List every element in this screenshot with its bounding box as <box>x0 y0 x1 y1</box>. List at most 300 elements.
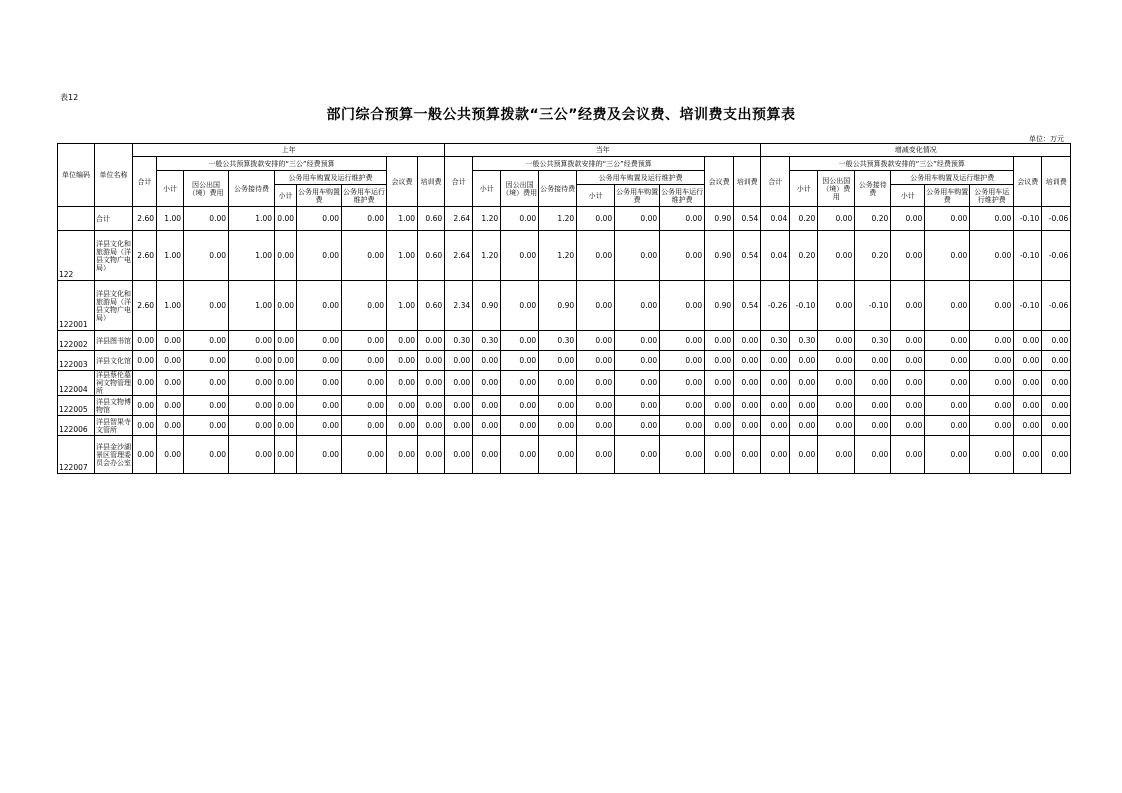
cell-value: 0.00 <box>818 396 855 416</box>
cell-value: 0.54 <box>734 231 761 281</box>
cell-value: 0.00 <box>539 371 577 396</box>
cell-value: 0.00 <box>734 371 761 396</box>
cell-value: -0.10 <box>1014 207 1042 231</box>
cell-value: 0.00 <box>184 207 229 231</box>
cell-value: 0.00 <box>297 351 342 371</box>
cell-value: 0.00 <box>660 396 705 416</box>
cell-value: 0.00 <box>501 396 539 416</box>
cell-unit-code: 122 <box>58 231 95 281</box>
header-subtotal: 小计 <box>473 171 501 207</box>
cell-value: 0.00 <box>1042 371 1071 396</box>
cell-value: 0.00 <box>184 371 229 396</box>
cell-value: 0.00 <box>891 281 925 331</box>
cell-value: 0.00 <box>734 396 761 416</box>
table-row <box>58 371 1071 396</box>
cell-value: 0.00 <box>157 371 184 396</box>
cell-value: 0.00 <box>342 331 387 351</box>
cell-value: 0.00 <box>342 231 387 281</box>
cell-value: 0.00 <box>342 371 387 396</box>
cell-value: 0.00 <box>418 371 445 396</box>
cell-value: 0.00 <box>925 416 970 436</box>
cell-value: 0.00 <box>501 351 539 371</box>
cell-value: 0.00 <box>473 436 501 474</box>
cell-value: 0.00 <box>133 351 157 371</box>
cell-value: 0.00 <box>297 231 342 281</box>
header-veh-maint: 公务用车运行维护费 <box>342 185 387 207</box>
cell-value: 0.00 <box>1014 331 1042 351</box>
header-code: 单位编码 <box>58 144 95 207</box>
cell-value: 0.00 <box>387 416 418 436</box>
cell-value: 0.00 <box>970 416 1014 436</box>
cell-value: 0.00 <box>818 416 855 436</box>
cell-value: 0.00 <box>660 207 705 231</box>
cell-value: 0.00 <box>855 436 891 474</box>
cell-value: 0.90 <box>705 207 734 231</box>
cell-value: 0.00 <box>445 351 473 371</box>
cell-value: 0.00 <box>577 331 615 351</box>
cell-value: 0.00 <box>970 231 1014 281</box>
cell-value: 0.00 <box>855 396 891 416</box>
cell-value: 0.00 <box>705 396 734 416</box>
cell-value: 0.00 <box>761 351 790 371</box>
cell-value: 0.00 <box>1014 416 1042 436</box>
cell-value: 2.64 <box>445 207 473 231</box>
table-row <box>58 396 1071 416</box>
header-abroad: 因公出国（境）费用 <box>501 171 539 207</box>
cell-value: 0.00 <box>1042 416 1071 436</box>
cell-unit-name: 洋县文化和旅游局（洋县文物广电局） <box>95 281 133 331</box>
header-veh-maint: 公务用车运行维护费 <box>970 185 1014 207</box>
cell-value: 0.00 <box>297 331 342 351</box>
cell-value: 0.00 <box>761 436 790 474</box>
cell-value: 0.00 <box>1042 331 1071 351</box>
cell-value: 0.00 <box>275 436 297 474</box>
cell-value: 1.20 <box>539 231 577 281</box>
cell-value: 0.00 <box>275 231 297 281</box>
cell-value: 0.00 <box>418 331 445 351</box>
cell-value: 0.00 <box>855 371 891 396</box>
table-row <box>58 331 1071 351</box>
cell-value: 0.00 <box>705 331 734 351</box>
cell-value: 0.00 <box>1014 396 1042 416</box>
cell-value: 1.20 <box>473 207 501 231</box>
cell-value: 0.00 <box>184 436 229 474</box>
cell-value: 0.20 <box>855 207 891 231</box>
header-curr-year: 当年 <box>445 144 761 157</box>
cell-value: 0.00 <box>734 351 761 371</box>
header-change: 增减变化情况 <box>761 144 1071 157</box>
cell-value: 0.00 <box>157 396 184 416</box>
header-meeting: 会议费 <box>1014 157 1042 207</box>
cell-value: 0.04 <box>761 231 790 281</box>
cell-value: 0.00 <box>660 436 705 474</box>
header-total: 合计 <box>133 157 157 207</box>
cell-unit-name: 合计 <box>95 207 133 231</box>
header-abroad: 因公出国（境）费用 <box>818 171 855 207</box>
cell-value: 0.00 <box>925 207 970 231</box>
cell-value: 0.00 <box>891 396 925 416</box>
cell-value: 2.34 <box>445 281 473 331</box>
cell-value: 0.00 <box>501 436 539 474</box>
cell-value: 1.00 <box>387 231 418 281</box>
cell-value: 0.00 <box>925 331 970 351</box>
cell-value: 0.00 <box>133 436 157 474</box>
cell-value: 0.00 <box>157 331 184 351</box>
cell-value: 0.00 <box>1042 436 1071 474</box>
cell-value: 2.64 <box>445 231 473 281</box>
cell-value: 0.30 <box>761 331 790 351</box>
cell-value: 0.60 <box>418 231 445 281</box>
cell-value: 0.00 <box>539 436 577 474</box>
cell-value: 0.00 <box>855 351 891 371</box>
cell-value: 0.00 <box>891 371 925 396</box>
cell-unit-name: 洋县图书馆 <box>95 331 133 351</box>
cell-value: 0.00 <box>275 351 297 371</box>
cell-value: 1.00 <box>157 231 184 281</box>
header-abroad: 因公出国（境）费用 <box>184 171 229 207</box>
cell-value: 0.00 <box>660 331 705 351</box>
cell-value: 0.00 <box>387 371 418 396</box>
cell-value: 0.00 <box>970 371 1014 396</box>
cell-value: 0.00 <box>818 331 855 351</box>
cell-value: 2.60 <box>133 231 157 281</box>
cell-value: 0.54 <box>734 281 761 331</box>
budget-table <box>57 143 1071 474</box>
cell-value: 0.00 <box>818 436 855 474</box>
cell-value: 0.00 <box>970 436 1014 474</box>
cell-value: 0.00 <box>342 351 387 371</box>
cell-unit-code: 122006 <box>58 416 95 436</box>
cell-value: 0.00 <box>818 231 855 281</box>
cell-value: 0.00 <box>970 331 1014 351</box>
cell-value: 0.00 <box>229 436 275 474</box>
cell-value: 0.00 <box>705 371 734 396</box>
cell-value: 0.00 <box>818 371 855 396</box>
header-sangong-group: 一般公共预算拨款安排的“三公”经费预算 <box>157 157 387 171</box>
cell-value: 0.00 <box>229 331 275 351</box>
cell-value: 0.00 <box>387 331 418 351</box>
header-veh-purchase: 公务用车购置费 <box>925 185 970 207</box>
cell-value: 1.00 <box>229 207 275 231</box>
header-veh-maint: 公务用车运行维护费 <box>660 185 705 207</box>
cell-value: 0.00 <box>445 396 473 416</box>
cell-value: 1.00 <box>387 281 418 331</box>
cell-value: -0.06 <box>1042 231 1071 281</box>
table-number: 表12 <box>60 93 79 102</box>
cell-unit-name: 洋县金沙湖景区管理委员会办公室 <box>95 436 133 474</box>
cell-unit-code: 122001 <box>58 281 95 331</box>
cell-value: 0.00 <box>184 416 229 436</box>
cell-value: 0.00 <box>275 331 297 351</box>
cell-value: 0.30 <box>473 331 501 351</box>
cell-value: 0.00 <box>790 351 818 371</box>
cell-value: 0.00 <box>577 371 615 396</box>
cell-unit-code: 122005 <box>58 396 95 416</box>
cell-value: 2.60 <box>133 207 157 231</box>
cell-value: 0.00 <box>473 396 501 416</box>
cell-value: 0.00 <box>473 351 501 371</box>
cell-unit-name: 洋县蔡伦墓祠文物管理所 <box>96 371 131 395</box>
cell-value: 1.00 <box>157 207 184 231</box>
cell-value: 0.00 <box>615 331 660 351</box>
cell-value: 0.00 <box>891 416 925 436</box>
cell-value: 0.00 <box>615 436 660 474</box>
cell-value: -0.10 <box>855 281 891 331</box>
cell-value: 0.00 <box>501 371 539 396</box>
cell-value: 0.00 <box>925 371 970 396</box>
cell-value: 0.00 <box>501 207 539 231</box>
cell-value: 0.00 <box>761 396 790 416</box>
cell-value: 0.00 <box>387 351 418 371</box>
cell-value: 0.00 <box>615 371 660 396</box>
cell-unit-name: 洋县智果寺文管所 <box>96 417 131 434</box>
cell-value: 0.60 <box>418 207 445 231</box>
cell-value: 0.00 <box>418 396 445 416</box>
header-total: 合计 <box>445 157 473 207</box>
header-veh-subtotal: 小计 <box>275 185 297 207</box>
cell-value: 0.00 <box>157 436 184 474</box>
page-title: 部门综合预算一般公共预算拨款“三公”经费及会议费、培训费支出预算表 <box>326 107 796 123</box>
cell-value: 0.00 <box>705 351 734 371</box>
cell-value: 0.00 <box>615 231 660 281</box>
table-row <box>58 207 1071 231</box>
header-vehicle-group: 公务用车购置及运行维护费 <box>275 171 387 185</box>
cell-value: 0.00 <box>297 281 342 331</box>
cell-value: 0.90 <box>705 281 734 331</box>
cell-value: 0.00 <box>473 371 501 396</box>
cell-value: 0.30 <box>445 331 473 351</box>
cell-value: 0.30 <box>855 331 891 351</box>
header-sangong-group: 一般公共预算拨款安排的“三公”经费预算 <box>473 157 705 171</box>
cell-value: 2.60 <box>133 281 157 331</box>
header-reception: 公务接待费 <box>229 171 275 207</box>
cell-unit-code: 122002 <box>58 331 95 351</box>
cell-value: 0.00 <box>790 371 818 396</box>
cell-unit-code: 122004 <box>58 371 95 396</box>
cell-value: 0.00 <box>891 231 925 281</box>
cell-value: 0.00 <box>157 416 184 436</box>
cell-value: 0.00 <box>275 416 297 436</box>
cell-value: 1.00 <box>229 281 275 331</box>
cell-value: 0.00 <box>615 351 660 371</box>
cell-unit-name: 洋县文化馆 <box>95 351 133 371</box>
cell-value: 0.00 <box>387 396 418 416</box>
cell-value: 0.00 <box>297 416 342 436</box>
cell-unit-name: 洋县文物博物馆 <box>96 397 131 414</box>
table-row <box>58 436 1071 474</box>
header-veh-subtotal: 小计 <box>891 185 925 207</box>
cell-value: 0.00 <box>734 331 761 351</box>
cell-value: 0.00 <box>615 207 660 231</box>
cell-value: 0.04 <box>761 207 790 231</box>
cell-value: 0.30 <box>539 331 577 351</box>
header-training: 培训费 <box>734 157 761 207</box>
cell-value: 0.00 <box>133 416 157 436</box>
cell-value: 0.00 <box>790 416 818 436</box>
cell-value: 0.00 <box>184 396 229 416</box>
cell-value: 0.90 <box>539 281 577 331</box>
cell-value: 0.00 <box>1042 396 1071 416</box>
header-meeting: 会议费 <box>705 157 734 207</box>
cell-value: 0.00 <box>297 371 342 396</box>
cell-value: 0.00 <box>818 351 855 371</box>
cell-value: 0.00 <box>501 331 539 351</box>
cell-value: 1.00 <box>387 207 418 231</box>
header-sangong-group: 一般公共预算拨款安排的“三公”经费预算 <box>790 157 1014 171</box>
header-meeting: 会议费 <box>387 157 418 207</box>
header-prev-year: 上年 <box>133 144 445 157</box>
cell-value: 0.00 <box>577 436 615 474</box>
cell-value: 1.00 <box>229 231 275 281</box>
cell-unit-code: 122003 <box>58 351 95 371</box>
cell-value: 0.00 <box>577 416 615 436</box>
cell-value: 0.00 <box>705 436 734 474</box>
cell-value: 0.00 <box>297 207 342 231</box>
cell-value: 0.00 <box>275 207 297 231</box>
cell-value: 0.00 <box>925 231 970 281</box>
table-row <box>58 351 1071 371</box>
header-veh-subtotal: 小计 <box>577 185 615 207</box>
cell-value: 0.00 <box>615 281 660 331</box>
cell-value: 0.00 <box>577 281 615 331</box>
cell-value: 0.00 <box>184 231 229 281</box>
cell-value: 0.00 <box>501 281 539 331</box>
cell-value: 0.90 <box>473 281 501 331</box>
cell-value: 0.00 <box>660 231 705 281</box>
header-training: 培训费 <box>418 157 445 207</box>
cell-value: 0.00 <box>133 331 157 351</box>
cell-value: 0.00 <box>133 396 157 416</box>
cell-value: 0.00 <box>1014 436 1042 474</box>
cell-value: 0.00 <box>891 351 925 371</box>
table-row <box>58 231 1071 281</box>
cell-value: 0.00 <box>539 416 577 436</box>
header-veh-purchase: 公务用车购置费 <box>615 185 660 207</box>
cell-value: 0.00 <box>229 351 275 371</box>
cell-value: 0.90 <box>705 231 734 281</box>
header-reception: 公务接待费 <box>539 171 577 207</box>
cell-value: 0.00 <box>229 396 275 416</box>
cell-value: 0.00 <box>855 416 891 436</box>
header-veh-purchase: 公务用车购置费 <box>297 185 342 207</box>
cell-value: 0.00 <box>539 351 577 371</box>
header-subtotal: 小计 <box>790 171 818 207</box>
cell-value: 0.00 <box>297 396 342 416</box>
header-name: 单位名称 <box>95 144 133 207</box>
cell-value: 0.00 <box>501 231 539 281</box>
header-subtotal: 小计 <box>157 171 184 207</box>
cell-value: 0.00 <box>229 371 275 396</box>
cell-value: 1.20 <box>539 207 577 231</box>
cell-value: 0.00 <box>761 416 790 436</box>
cell-value: 0.00 <box>445 416 473 436</box>
cell-value: 0.00 <box>970 207 1014 231</box>
cell-value: 0.00 <box>275 281 297 331</box>
table-body <box>58 207 1071 474</box>
cell-value: 0.00 <box>1014 371 1042 396</box>
cell-value: 0.00 <box>418 436 445 474</box>
cell-value: 0.30 <box>790 331 818 351</box>
cell-value: 0.00 <box>342 396 387 416</box>
cell-value: 0.00 <box>734 436 761 474</box>
header-vehicle-group: 公务用车购置及运行维护费 <box>891 171 1014 185</box>
cell-value: 0.00 <box>1014 351 1042 371</box>
cell-value: 0.00 <box>387 436 418 474</box>
cell-value: 0.54 <box>734 207 761 231</box>
table-row <box>58 416 1071 436</box>
cell-value: 0.00 <box>445 371 473 396</box>
cell-value: 0.00 <box>891 436 925 474</box>
cell-value: 0.00 <box>615 416 660 436</box>
cell-value: 0.00 <box>660 351 705 371</box>
cell-value: 0.00 <box>157 351 184 371</box>
cell-value: -0.10 <box>1014 281 1042 331</box>
cell-value: 0.00 <box>539 396 577 416</box>
cell-value: 0.00 <box>734 416 761 436</box>
cell-value: 0.00 <box>297 436 342 474</box>
cell-unit-code <box>58 207 95 231</box>
unit-label: 单位：万元 <box>1029 135 1064 143</box>
cell-value: 0.00 <box>925 351 970 371</box>
cell-value: 0.00 <box>925 436 970 474</box>
cell-value: 0.00 <box>818 281 855 331</box>
cell-value: -0.10 <box>1014 231 1042 281</box>
cell-value: 0.00 <box>184 331 229 351</box>
cell-value: 0.00 <box>1042 351 1071 371</box>
header-vehicle-group: 公务用车购置及运行维护费 <box>577 171 705 185</box>
cell-value: 0.00 <box>660 281 705 331</box>
cell-value: 0.00 <box>577 396 615 416</box>
cell-value: 0.00 <box>925 396 970 416</box>
cell-value: 0.00 <box>229 416 275 436</box>
cell-value: 0.00 <box>891 207 925 231</box>
cell-value: 0.00 <box>705 416 734 436</box>
cell-unit-name: 洋县文化和旅游局（洋县文物广电局） <box>95 231 133 281</box>
cell-value: 0.00 <box>275 371 297 396</box>
cell-value: 1.20 <box>473 231 501 281</box>
cell-value: 0.00 <box>342 207 387 231</box>
cell-value: 0.00 <box>184 281 229 331</box>
cell-value: -0.10 <box>790 281 818 331</box>
cell-value: 0.00 <box>133 371 157 396</box>
cell-value: 1.00 <box>157 281 184 331</box>
cell-value: 0.00 <box>790 396 818 416</box>
cell-value: 0.00 <box>970 396 1014 416</box>
cell-value: 0.00 <box>970 351 1014 371</box>
header-total: 合计 <box>761 157 790 207</box>
cell-value: 0.00 <box>342 416 387 436</box>
cell-value: 0.00 <box>473 416 501 436</box>
cell-value: 0.00 <box>577 231 615 281</box>
cell-value: 0.00 <box>660 371 705 396</box>
cell-value: 0.00 <box>418 351 445 371</box>
cell-value: 0.00 <box>418 416 445 436</box>
cell-unit-code: 122007 <box>58 436 95 474</box>
cell-value: 0.00 <box>891 331 925 351</box>
cell-value: 0.00 <box>615 396 660 416</box>
cell-value: 0.20 <box>855 231 891 281</box>
cell-value: 0.00 <box>577 351 615 371</box>
table-row <box>58 281 1071 331</box>
cell-value: 0.00 <box>970 281 1014 331</box>
cell-value: 0.00 <box>184 351 229 371</box>
cell-value: 0.00 <box>275 396 297 416</box>
cell-value: 0.20 <box>790 231 818 281</box>
cell-value: 0.00 <box>925 281 970 331</box>
cell-value: 0.00 <box>445 436 473 474</box>
cell-value: 0.00 <box>501 416 539 436</box>
cell-value: 0.00 <box>761 371 790 396</box>
